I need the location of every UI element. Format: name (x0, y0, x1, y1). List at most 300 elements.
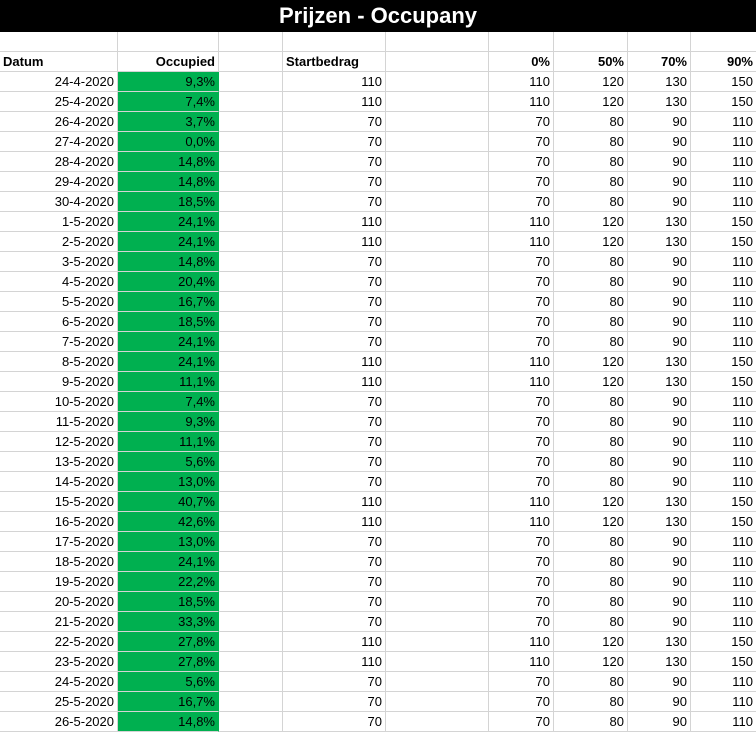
cell[interactable] (386, 212, 489, 232)
cell[interactable] (386, 372, 489, 392)
cell-datum[interactable]: 22-5-2020 (0, 632, 118, 652)
cell-price-50pct[interactable]: 80 (554, 392, 628, 412)
cell-datum[interactable]: 17-5-2020 (0, 532, 118, 552)
cell[interactable] (219, 152, 283, 172)
cell-startbedrag[interactable]: 70 (283, 692, 386, 712)
cell[interactable] (219, 512, 283, 532)
cell-price-0pct[interactable]: 110 (489, 92, 554, 112)
cell-startbedrag[interactable]: 110 (283, 232, 386, 252)
cell-price-0pct[interactable]: 70 (489, 592, 554, 612)
cell-startbedrag[interactable]: 70 (283, 252, 386, 272)
cell-price-0pct[interactable]: 110 (489, 372, 554, 392)
cell-price-90pct[interactable]: 110 (691, 112, 756, 132)
cell-startbedrag[interactable]: 110 (283, 492, 386, 512)
cell-datum[interactable]: 19-5-2020 (0, 572, 118, 592)
cell-price-70pct[interactable]: 90 (628, 172, 691, 192)
cell[interactable] (386, 432, 489, 452)
cell-price-90pct[interactable]: 110 (691, 532, 756, 552)
cell[interactable] (219, 432, 283, 452)
cell[interactable] (386, 412, 489, 432)
cell-price-50pct[interactable]: 80 (554, 272, 628, 292)
cell-price-50pct[interactable]: 120 (554, 632, 628, 652)
cell-occupied[interactable]: 20,4% (118, 272, 219, 292)
cell-price-70pct[interactable]: 90 (628, 272, 691, 292)
cell-startbedrag[interactable]: 70 (283, 292, 386, 312)
cell-price-70pct[interactable]: 130 (628, 492, 691, 512)
cell-price-0pct[interactable]: 70 (489, 292, 554, 312)
cell-datum[interactable]: 14-5-2020 (0, 472, 118, 492)
cell[interactable] (219, 52, 283, 72)
cell-price-50pct[interactable]: 80 (554, 292, 628, 312)
cell-datum[interactable]: 29-4-2020 (0, 172, 118, 192)
cell[interactable] (386, 652, 489, 672)
cell-price-90pct[interactable]: 150 (691, 512, 756, 532)
cell-datum[interactable]: 5-5-2020 (0, 292, 118, 312)
cell-startbedrag[interactable]: 70 (283, 192, 386, 212)
cell-price-50pct[interactable]: 80 (554, 132, 628, 152)
cell-price-0pct[interactable]: 70 (489, 252, 554, 272)
cell-occupied[interactable]: 16,7% (118, 292, 219, 312)
cell-startbedrag[interactable]: 110 (283, 352, 386, 372)
cell-startbedrag[interactable]: 70 (283, 392, 386, 412)
cell[interactable] (386, 332, 489, 352)
cell-price-0pct[interactable]: 70 (489, 472, 554, 492)
cell-price-70pct[interactable]: 130 (628, 632, 691, 652)
cell-price-50pct[interactable]: 80 (554, 612, 628, 632)
cell-price-50pct[interactable]: 80 (554, 692, 628, 712)
cell-startbedrag[interactable]: 70 (283, 672, 386, 692)
cell-price-70pct[interactable]: 90 (628, 572, 691, 592)
cell[interactable] (386, 132, 489, 152)
cell-price-0pct[interactable]: 110 (489, 212, 554, 232)
cell-price-70pct[interactable]: 90 (628, 472, 691, 492)
cell-occupied[interactable]: 13,0% (118, 472, 219, 492)
cell[interactable] (219, 132, 283, 152)
cell[interactable] (386, 112, 489, 132)
cell-startbedrag[interactable]: 70 (283, 592, 386, 612)
cell-price-50pct[interactable]: 80 (554, 252, 628, 272)
cell-price-50pct[interactable]: 80 (554, 172, 628, 192)
cell-price-90pct[interactable]: 110 (691, 452, 756, 472)
cell-occupied[interactable]: 18,5% (118, 592, 219, 612)
cell-price-70pct[interactable]: 90 (628, 532, 691, 552)
cell[interactable] (219, 352, 283, 372)
cell-price-0pct[interactable]: 70 (489, 172, 554, 192)
cell[interactable] (554, 32, 628, 52)
cell-price-0pct[interactable]: 70 (489, 192, 554, 212)
cell-startbedrag[interactable]: 70 (283, 312, 386, 332)
cell-price-70pct[interactable]: 90 (628, 612, 691, 632)
cell-price-90pct[interactable]: 110 (691, 192, 756, 212)
cell-price-70pct[interactable]: 130 (628, 212, 691, 232)
cell[interactable] (219, 112, 283, 132)
cell-price-70pct[interactable]: 90 (628, 412, 691, 432)
cell-price-70pct[interactable]: 130 (628, 372, 691, 392)
cell-price-0pct[interactable]: 70 (489, 672, 554, 692)
cell-datum[interactable]: 23-5-2020 (0, 652, 118, 672)
cell-occupied[interactable]: 33,3% (118, 612, 219, 632)
cell-price-0pct[interactable]: 110 (489, 72, 554, 92)
cell[interactable] (386, 452, 489, 472)
cell-startbedrag[interactable]: 110 (283, 72, 386, 92)
cell-occupied[interactable]: 9,3% (118, 412, 219, 432)
cell-startbedrag[interactable]: 70 (283, 452, 386, 472)
cell-price-90pct[interactable]: 150 (691, 232, 756, 252)
cell[interactable] (219, 652, 283, 672)
cell-price-90pct[interactable]: 110 (691, 592, 756, 612)
cell-price-90pct[interactable]: 110 (691, 412, 756, 432)
header-datum[interactable]: Datum (0, 52, 118, 72)
cell-price-70pct[interactable]: 90 (628, 152, 691, 172)
cell-occupied[interactable]: 14,8% (118, 172, 219, 192)
cell-price-0pct[interactable]: 70 (489, 432, 554, 452)
cell-price-90pct[interactable]: 110 (691, 692, 756, 712)
cell-datum[interactable]: 1-5-2020 (0, 212, 118, 232)
cell-occupied[interactable]: 9,3% (118, 72, 219, 92)
cell[interactable] (386, 712, 489, 732)
cell[interactable] (386, 92, 489, 112)
cell[interactable] (219, 712, 283, 732)
cell-datum[interactable]: 15-5-2020 (0, 492, 118, 512)
cell-price-70pct[interactable]: 130 (628, 352, 691, 372)
cell-price-90pct[interactable]: 110 (691, 712, 756, 732)
cell-price-90pct[interactable]: 110 (691, 672, 756, 692)
cell-price-50pct[interactable]: 80 (554, 192, 628, 212)
cell-startbedrag[interactable]: 70 (283, 472, 386, 492)
cell-price-0pct[interactable]: 110 (489, 652, 554, 672)
cell-price-0pct[interactable]: 70 (489, 312, 554, 332)
cell-datum[interactable]: 26-5-2020 (0, 712, 118, 732)
cell-datum[interactable]: 8-5-2020 (0, 352, 118, 372)
cell[interactable] (219, 632, 283, 652)
cell-startbedrag[interactable]: 70 (283, 172, 386, 192)
cell-price-0pct[interactable]: 70 (489, 132, 554, 152)
cell-price-90pct[interactable]: 110 (691, 252, 756, 272)
cell[interactable] (219, 212, 283, 232)
cell-occupied[interactable]: 11,1% (118, 372, 219, 392)
cell-price-70pct[interactable]: 90 (628, 712, 691, 732)
cell[interactable] (386, 172, 489, 192)
cell-occupied[interactable]: 0,0% (118, 132, 219, 152)
cell[interactable] (386, 392, 489, 412)
cell-occupied[interactable]: 24,1% (118, 352, 219, 372)
cell[interactable] (219, 452, 283, 472)
cell[interactable] (386, 72, 489, 92)
cell[interactable] (219, 272, 283, 292)
cell[interactable] (219, 572, 283, 592)
cell-price-0pct[interactable]: 70 (489, 392, 554, 412)
cell[interactable] (219, 552, 283, 572)
cell-datum[interactable]: 13-5-2020 (0, 452, 118, 472)
cell-startbedrag[interactable]: 70 (283, 272, 386, 292)
cell-startbedrag[interactable]: 110 (283, 92, 386, 112)
cell-occupied[interactable]: 11,1% (118, 432, 219, 452)
cell-price-90pct[interactable]: 110 (691, 432, 756, 452)
cell-startbedrag[interactable]: 70 (283, 552, 386, 572)
cell-price-90pct[interactable]: 150 (691, 492, 756, 512)
cell-occupied[interactable]: 14,8% (118, 252, 219, 272)
cell[interactable] (386, 532, 489, 552)
cell-price-70pct[interactable]: 90 (628, 672, 691, 692)
cell[interactable] (386, 572, 489, 592)
cell-occupied[interactable]: 27,8% (118, 652, 219, 672)
cell[interactable] (219, 312, 283, 332)
cell-price-0pct[interactable]: 70 (489, 612, 554, 632)
cell[interactable] (691, 32, 756, 52)
cell-price-70pct[interactable]: 90 (628, 592, 691, 612)
cell-occupied[interactable]: 40,7% (118, 492, 219, 512)
cell[interactable] (386, 52, 489, 72)
cell-price-50pct[interactable]: 80 (554, 572, 628, 592)
cell-price-50pct[interactable]: 80 (554, 712, 628, 732)
cell-occupied[interactable]: 5,6% (118, 452, 219, 472)
cell-startbedrag[interactable]: 70 (283, 112, 386, 132)
cell[interactable] (219, 532, 283, 552)
cell-price-70pct[interactable]: 90 (628, 312, 691, 332)
cell[interactable] (219, 612, 283, 632)
cell[interactable] (386, 552, 489, 572)
cell-startbedrag[interactable]: 110 (283, 372, 386, 392)
cell-startbedrag[interactable]: 70 (283, 712, 386, 732)
cell-price-70pct[interactable]: 90 (628, 392, 691, 412)
cell[interactable] (386, 492, 489, 512)
cell-price-70pct[interactable]: 90 (628, 452, 691, 472)
cell[interactable] (219, 172, 283, 192)
cell-price-50pct[interactable]: 120 (554, 652, 628, 672)
cell-price-90pct[interactable]: 150 (691, 652, 756, 672)
cell-price-70pct[interactable]: 130 (628, 652, 691, 672)
cell[interactable] (386, 232, 489, 252)
cell-startbedrag[interactable]: 70 (283, 612, 386, 632)
cell[interactable] (219, 32, 283, 52)
cell-datum[interactable]: 27-4-2020 (0, 132, 118, 152)
cell[interactable] (219, 232, 283, 252)
cell-occupied[interactable]: 7,4% (118, 392, 219, 412)
cell-price-90pct[interactable]: 110 (691, 572, 756, 592)
cell[interactable] (219, 392, 283, 412)
cell-datum[interactable]: 16-5-2020 (0, 512, 118, 532)
cell-startbedrag[interactable]: 70 (283, 152, 386, 172)
cell-occupied[interactable]: 22,2% (118, 572, 219, 592)
cell-occupied[interactable]: 18,5% (118, 192, 219, 212)
cell-price-0pct[interactable]: 110 (489, 512, 554, 532)
cell-occupied[interactable]: 14,8% (118, 712, 219, 732)
cell-price-0pct[interactable]: 70 (489, 332, 554, 352)
cell-datum[interactable]: 25-4-2020 (0, 92, 118, 112)
cell-price-90pct[interactable]: 150 (691, 372, 756, 392)
cell-occupied[interactable]: 14,8% (118, 152, 219, 172)
cell-datum[interactable]: 10-5-2020 (0, 392, 118, 412)
cell-datum[interactable]: 20-5-2020 (0, 592, 118, 612)
cell[interactable] (386, 672, 489, 692)
cell-datum[interactable]: 25-5-2020 (0, 692, 118, 712)
cell[interactable] (386, 592, 489, 612)
cell-price-50pct[interactable]: 120 (554, 492, 628, 512)
cell-price-50pct[interactable]: 120 (554, 512, 628, 532)
cell-datum[interactable]: 7-5-2020 (0, 332, 118, 352)
cell-price-70pct[interactable]: 90 (628, 252, 691, 272)
cell-price-0pct[interactable]: 70 (489, 412, 554, 432)
cell[interactable] (386, 352, 489, 372)
cell[interactable] (386, 692, 489, 712)
cell-startbedrag[interactable]: 70 (283, 532, 386, 552)
cell-price-70pct[interactable]: 90 (628, 292, 691, 312)
cell-price-90pct[interactable]: 150 (691, 72, 756, 92)
cell-datum[interactable]: 30-4-2020 (0, 192, 118, 212)
cell-startbedrag[interactable]: 70 (283, 572, 386, 592)
cell[interactable] (0, 32, 118, 52)
cell-price-50pct[interactable]: 80 (554, 112, 628, 132)
cell[interactable] (386, 612, 489, 632)
cell[interactable] (386, 512, 489, 532)
cell-price-0pct[interactable]: 70 (489, 452, 554, 472)
header-70pct[interactable]: 70% (628, 52, 691, 72)
cell-price-50pct[interactable]: 80 (554, 532, 628, 552)
cell-price-90pct[interactable]: 110 (691, 152, 756, 172)
cell[interactable] (219, 92, 283, 112)
cell-price-0pct[interactable]: 70 (489, 152, 554, 172)
cell[interactable] (219, 672, 283, 692)
cell-occupied[interactable]: 42,6% (118, 512, 219, 532)
cell-price-70pct[interactable]: 130 (628, 512, 691, 532)
cell-price-0pct[interactable]: 110 (489, 632, 554, 652)
cell-occupied[interactable]: 24,1% (118, 232, 219, 252)
cell-startbedrag[interactable]: 70 (283, 332, 386, 352)
cell[interactable] (386, 192, 489, 212)
cell-price-70pct[interactable]: 90 (628, 332, 691, 352)
cell-price-50pct[interactable]: 80 (554, 312, 628, 332)
header-occupied[interactable]: Occupied (118, 52, 219, 72)
cell-price-90pct[interactable]: 110 (691, 292, 756, 312)
cell-price-70pct[interactable]: 90 (628, 192, 691, 212)
cell-price-0pct[interactable]: 70 (489, 572, 554, 592)
cell-price-0pct[interactable]: 70 (489, 712, 554, 732)
cell[interactable] (219, 412, 283, 432)
cell-price-70pct[interactable]: 90 (628, 112, 691, 132)
cell[interactable] (219, 332, 283, 352)
cell-datum[interactable]: 4-5-2020 (0, 272, 118, 292)
cell-price-50pct[interactable]: 80 (554, 472, 628, 492)
cell-startbedrag[interactable]: 70 (283, 132, 386, 152)
cell[interactable] (386, 152, 489, 172)
cell[interactable] (386, 472, 489, 492)
header-startbedrag[interactable]: Startbedrag (283, 52, 386, 72)
cell-datum[interactable]: 18-5-2020 (0, 552, 118, 572)
cell-datum[interactable]: 6-5-2020 (0, 312, 118, 332)
cell-price-0pct[interactable]: 110 (489, 492, 554, 512)
cell-price-70pct[interactable]: 90 (628, 552, 691, 572)
cell-startbedrag[interactable]: 110 (283, 512, 386, 532)
cell[interactable] (219, 592, 283, 612)
cell-price-90pct[interactable]: 110 (691, 172, 756, 192)
cell[interactable] (118, 32, 219, 52)
cell-price-70pct[interactable]: 90 (628, 432, 691, 452)
cell-price-50pct[interactable]: 120 (554, 212, 628, 232)
cell-price-50pct[interactable]: 80 (554, 592, 628, 612)
header-0pct[interactable]: 0% (489, 52, 554, 72)
cell-datum[interactable]: 21-5-2020 (0, 612, 118, 632)
cell-price-50pct[interactable]: 80 (554, 552, 628, 572)
cell-price-70pct[interactable]: 90 (628, 132, 691, 152)
cell-occupied[interactable]: 5,6% (118, 672, 219, 692)
cell-price-0pct[interactable]: 110 (489, 352, 554, 372)
cell-price-50pct[interactable]: 80 (554, 412, 628, 432)
cell-price-50pct[interactable]: 80 (554, 432, 628, 452)
cell-occupied[interactable]: 18,5% (118, 312, 219, 332)
cell-price-90pct[interactable]: 110 (691, 612, 756, 632)
cell[interactable] (386, 272, 489, 292)
cell-price-0pct[interactable]: 70 (489, 112, 554, 132)
header-90pct[interactable]: 90% (691, 52, 756, 72)
cell-price-90pct[interactable]: 150 (691, 352, 756, 372)
cell[interactable] (489, 32, 554, 52)
cell-startbedrag[interactable]: 70 (283, 432, 386, 452)
cell-price-0pct[interactable]: 70 (489, 552, 554, 572)
cell[interactable] (219, 192, 283, 212)
cell-price-90pct[interactable]: 110 (691, 472, 756, 492)
cell[interactable] (386, 32, 489, 52)
cell-price-90pct[interactable]: 150 (691, 92, 756, 112)
cell-datum[interactable]: 24-4-2020 (0, 72, 118, 92)
cell-price-50pct[interactable]: 120 (554, 72, 628, 92)
cell-price-90pct[interactable]: 110 (691, 272, 756, 292)
cell-startbedrag[interactable]: 110 (283, 632, 386, 652)
cell-price-50pct[interactable]: 80 (554, 672, 628, 692)
cell-datum[interactable]: 24-5-2020 (0, 672, 118, 692)
cell-price-90pct[interactable]: 110 (691, 132, 756, 152)
cell-price-50pct[interactable]: 120 (554, 352, 628, 372)
cell-datum[interactable]: 9-5-2020 (0, 372, 118, 392)
cell[interactable] (219, 252, 283, 272)
cell[interactable] (219, 292, 283, 312)
cell[interactable] (219, 372, 283, 392)
cell-startbedrag[interactable]: 70 (283, 412, 386, 432)
cell[interactable] (283, 32, 386, 52)
cell[interactable] (386, 312, 489, 332)
cell[interactable] (386, 632, 489, 652)
cell[interactable] (219, 72, 283, 92)
cell-price-90pct[interactable]: 150 (691, 632, 756, 652)
cell-price-70pct[interactable]: 130 (628, 232, 691, 252)
cell-price-0pct[interactable]: 110 (489, 232, 554, 252)
cell-startbedrag[interactable]: 110 (283, 652, 386, 672)
cell[interactable] (219, 492, 283, 512)
cell-price-70pct[interactable]: 130 (628, 92, 691, 112)
cell-price-50pct[interactable]: 80 (554, 452, 628, 472)
cell-price-90pct[interactable]: 110 (691, 312, 756, 332)
cell-occupied[interactable]: 24,1% (118, 552, 219, 572)
cell-datum[interactable]: 3-5-2020 (0, 252, 118, 272)
cell-price-50pct[interactable]: 120 (554, 232, 628, 252)
cell-price-0pct[interactable]: 70 (489, 532, 554, 552)
cell-price-90pct[interactable]: 110 (691, 552, 756, 572)
header-50pct[interactable]: 50% (554, 52, 628, 72)
cell-datum[interactable]: 28-4-2020 (0, 152, 118, 172)
cell-price-90pct[interactable]: 110 (691, 392, 756, 412)
cell-price-0pct[interactable]: 70 (489, 272, 554, 292)
cell-occupied[interactable]: 7,4% (118, 92, 219, 112)
cell-occupied[interactable]: 3,7% (118, 112, 219, 132)
cell-price-70pct[interactable]: 130 (628, 72, 691, 92)
cell-datum[interactable]: 26-4-2020 (0, 112, 118, 132)
cell[interactable] (386, 252, 489, 272)
cell-price-50pct[interactable]: 120 (554, 372, 628, 392)
cell-datum[interactable]: 12-5-2020 (0, 432, 118, 452)
cell-datum[interactable]: 2-5-2020 (0, 232, 118, 252)
cell[interactable] (219, 472, 283, 492)
cell-price-90pct[interactable]: 150 (691, 212, 756, 232)
cell-price-50pct[interactable]: 80 (554, 332, 628, 352)
